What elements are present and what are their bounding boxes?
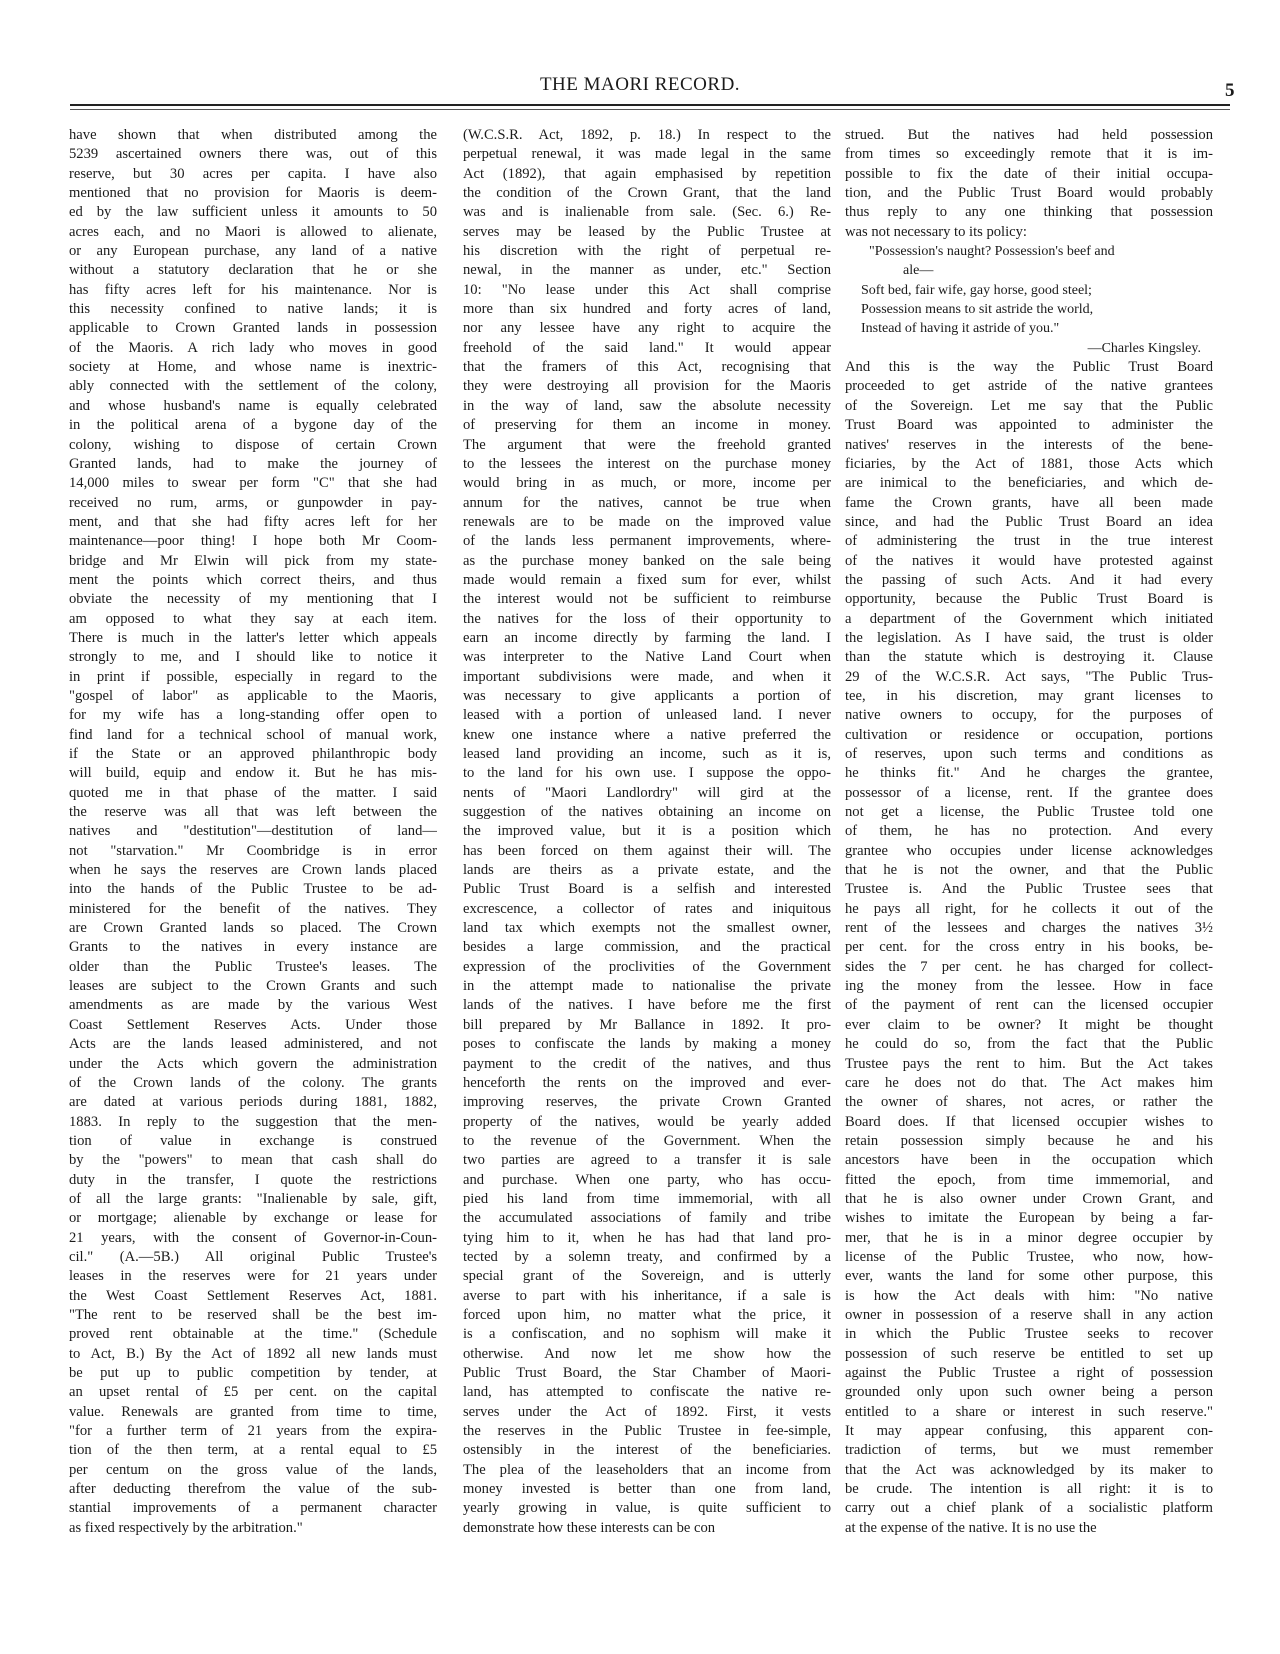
text-line: carry out a chief plank of a socialistic platform (845, 1500, 1213, 1517)
text-line: perpetual renewal, it was made legal in the same (463, 146, 831, 163)
text-line: money invested is better than one from land, (463, 1481, 831, 1498)
text-line: The plea of the leaseholders that an income from (463, 1461, 831, 1478)
text-line: Granted lands, had to make the journey of (69, 455, 437, 472)
text-line: than the statute which is destroying it. Clause (845, 649, 1213, 666)
text-line: was necessary to give applicants a portion of (463, 687, 831, 704)
text-line: they were destroying all provision for the Maoris (463, 378, 831, 395)
text-line: Coast Settlement Reserves Acts. Under those (69, 1016, 437, 1033)
text-line: tion, and the Public Trust Board would probably (845, 185, 1213, 202)
text-line: and whose husband's name is equally celebrated (69, 397, 437, 414)
text-line: poses to confiscate the lands by making a money (463, 1036, 831, 1053)
text-line: of them, he has no protection. And every (845, 823, 1213, 840)
text-line: license of the Public Trustee, who now, how- (845, 1248, 1213, 1265)
text-line: by the "powers" to mean that cash shall do (69, 1152, 437, 1169)
text-line: am opposed to what they say at each item. (69, 610, 437, 627)
verse-line: Soft bed, fair wife, gay horse, good steel; (861, 282, 1092, 298)
text-line: ably connected with the settlement of the colony, (69, 378, 437, 395)
text-line: suggestion of the natives obtaining an income on (463, 804, 831, 821)
text-line: nents of "Maori Landlordry" will gird at the (463, 784, 831, 801)
text-line: possible to fix the date of their initial occupa- (845, 165, 1213, 182)
text-line: mentioned that no provision for Maoris is deem- (69, 185, 437, 202)
text-line: to the lessees the interest on the purchase money (463, 455, 831, 472)
text-line: serves may be leased by the Public Trustee at (463, 223, 831, 240)
text-line: ing the money from the lessee. How in face (845, 978, 1213, 995)
text-line: the owner of shares, not acres, or rather the (845, 1094, 1213, 1111)
text-line: land, has attempted to confiscate the native re- (463, 1384, 831, 1401)
text-line: the condition of the Crown Grant, that the land (463, 185, 831, 202)
text-line: improving reserves, the private Crown Granted (463, 1094, 831, 1111)
text-line: be crude. The intention is all right: it is to (845, 1481, 1213, 1498)
text-line: for my wife has a long-standing offer open to (69, 707, 437, 724)
text-line: excrescence, a collector of rates and iniquitous (463, 900, 831, 917)
text-line: amendments as are made by the various West (69, 997, 437, 1014)
text-line: this necessity confined to native lands; it is (69, 301, 437, 318)
text-line: when he says the reserves are Crown lands placed (69, 862, 437, 879)
text-line: important subdivisions were made, and when it (463, 668, 831, 685)
text-line: as fixed respectively by the arbitration." (69, 1519, 303, 1536)
text-line: society at Home, and whose name is inextric- (69, 359, 437, 376)
text-line: value. Renewals are granted from time to time, (69, 1403, 437, 1420)
text-line: Grants to the natives in every instance are (69, 939, 437, 956)
text-line: There is much in the latter's letter which appeals (69, 629, 437, 646)
text-line: or mortgage; alienable by exchange or lease for (69, 1210, 437, 1227)
text-line: into the hands of the Public Trustee to be ad- (69, 881, 437, 898)
text-line: from times so exceedingly remote that it is im- (845, 146, 1213, 163)
text-line: 21 years, with the consent of Governor-in-Coun- (69, 1229, 437, 1246)
header-rule-thin (70, 109, 1230, 110)
text-line: the natives for the loss of their opportunity to (463, 610, 831, 627)
verse-line: "Possession's naught? Possession's beef and (869, 244, 1115, 260)
text-line: in the attempt made to nationalise the private (463, 978, 831, 995)
text-line: serves under the Act of 1892. First, it vests (463, 1403, 831, 1420)
text-line: of all the large grants: "Inalienable by sale, gift, (69, 1190, 437, 1207)
text-line: knew one instance where a native preferred the (463, 726, 831, 743)
text-line: leases are subject to the Crown Grants and such (69, 978, 437, 995)
text-line: pied his land from time immemorial, with all (463, 1190, 831, 1207)
text-line: maintenance—poor thing! I hope both Mr Coom- (69, 533, 437, 550)
text-line: Acts are the lands leased administered, and not (69, 1036, 437, 1053)
text-line: sides the 7 per cent. he has charged for collect- (845, 958, 1213, 975)
text-line: bill prepared by Mr Ballance in 1892. It pro- (463, 1016, 831, 1033)
text-line: duty in the transfer, I quote the restrictions (69, 1171, 437, 1188)
text-line: as the purchase money banked on the sale being (463, 552, 831, 569)
text-line: leased land providing an income, such as it is, (463, 746, 831, 762)
text-line: 29 of the W.C.S.R. Act says, "The Public Trus- (845, 668, 1213, 685)
text-line: ever claim to be owner? It might be thought (845, 1016, 1213, 1033)
text-line: colony, wishing to dispose of certain Crown (69, 436, 437, 453)
text-line: is how the Act deals with him: "No native (845, 1287, 1213, 1304)
text-line: in print if possible, especially in regard to the (69, 668, 437, 685)
text-line: possession of such reserve be entitled to set up (845, 1345, 1213, 1362)
text-line: of preserving for them an income in money. (463, 417, 831, 434)
text-line: more than six hundred and forty acres of land, (463, 301, 831, 318)
text-line: reserve, but 30 acres per capita. I have also (69, 165, 437, 182)
text-line: Trust Board was appointed to administer the (845, 417, 1213, 434)
text-line: annum for the natives, cannot be true when (463, 494, 831, 511)
text-line: ostensibly in the interest of the beneficiaries. (463, 1442, 831, 1459)
text-line: averse to part with his inheritance, if a sale is (463, 1287, 831, 1304)
verse-line: Instead of having it astride of you." (861, 321, 1060, 337)
text-line: leases in the reserves were for 21 years under (69, 1268, 437, 1285)
text-line: of the payment of rent can the licensed occupier (845, 997, 1213, 1014)
text-line: Act (1892), that again emphasised by repetition (463, 165, 831, 182)
text-line: has been forced on them against their will. The (463, 842, 831, 859)
text-line: fitted the epoch, from time immemorial, and (845, 1171, 1213, 1188)
text-line: strued. But the natives had held possession (845, 127, 1213, 143)
text-line: the legislation. As I have said, the trust is older (845, 629, 1213, 646)
text-line: The argument that were the freehold granted (463, 436, 831, 453)
text-line: of the Sovereign. Let me say that the Public (845, 397, 1213, 414)
text-line: Public Trust Board, the Star Chamber of Maori- (463, 1365, 831, 1381)
text-line: was not necessary to its policy: (845, 223, 1027, 240)
verse-quotation (845, 242, 1213, 358)
text-line: if the State or an approved philanthropic body (69, 746, 437, 762)
text-line: possessor of a license, rent. If the grantee does (845, 784, 1213, 801)
text-line: besides a large commission, and the practical (463, 939, 831, 956)
text-line: renewals are to be made on the improved value (463, 513, 831, 530)
text-line: of administering the trust in the true interest (845, 533, 1213, 550)
text-line: of the Crown lands of the colony. The grants (69, 1074, 437, 1091)
text-line: nor any lessee have any right to acquire the (463, 320, 831, 337)
text-line: "gospel of labor" as applicable to the Maoris, (69, 687, 437, 704)
column-right (845, 126, 1213, 1538)
text-line: expression of the proclivities of the Government (463, 958, 831, 975)
text-line: be put up to public competition by tender, at (69, 1365, 437, 1381)
text-line: he thinks fit." And he charges the grantee, (845, 765, 1213, 782)
text-line: of the Maoris. A rich lady who moves in good (69, 339, 437, 356)
text-line: or any European purchase, any land of a native (69, 243, 437, 260)
text-line: to Act, B.) By the Act of 1892 all new lands must (69, 1345, 437, 1362)
text-line: find land for a technical school of manual work, (69, 726, 437, 743)
text-line: bridge and Mr Elwin will pick from my state- (69, 552, 437, 569)
text-line: he could do so, from the fact that the Public (845, 1036, 1213, 1053)
text-line: of the natives it would have protested against (845, 552, 1213, 569)
text-line: special grant of the Sovereign, and is utterly (463, 1268, 831, 1285)
header-rule (70, 104, 1230, 106)
text-line: and purchase. When one party, who has occu- (463, 1171, 831, 1188)
text-line: tying him to it, when he has had that land pro- (463, 1229, 831, 1246)
text-line: freehold of the said land." It would appear (463, 339, 831, 356)
text-line: payment to the credit of the natives, and thus (463, 1055, 831, 1072)
text-line: tion of value in exchange is construed (69, 1132, 437, 1149)
text-line: property of the natives, would be yearly added (463, 1113, 831, 1130)
text-line: ment the points which correct theirs, and thus (69, 571, 437, 588)
text-line: earn an income directly by farming the land. I (463, 629, 831, 646)
text-line: since, and had the Public Trust Board an idea (845, 513, 1213, 530)
text-line: per centum on the gross value of the lands, (69, 1461, 437, 1478)
text-line: cultivation or residence or occupation, portions (845, 726, 1213, 743)
text-line: natives and "destitution"—destitution of land— (69, 823, 437, 840)
verse-line: Possession means to sit astride the world, (861, 302, 1094, 318)
text-line: that the Act was acknowledged by its maker to (845, 1461, 1213, 1478)
text-line: ed by the law sufficient unless it amounts to 50 (69, 204, 437, 221)
text-line: not get a license, the Public Trustee told one (845, 804, 1213, 821)
text-line: under the Acts which govern the administration (69, 1055, 437, 1072)
text-line: tradiction of terms, but we must remember (845, 1442, 1213, 1459)
text-line: made would remain a fixed sum for ever, whilst (463, 571, 831, 588)
text-line: to the revenue of the Government. When the (463, 1132, 831, 1149)
text-line: grounded only upon such owner being a person (845, 1384, 1213, 1401)
text-line: older than the Public Trustee's leases. The (69, 958, 437, 975)
text-line: care he does not do that. The Act makes him (845, 1074, 1213, 1091)
text-line: mer, that he is in a minor degree occupier by (845, 1229, 1213, 1246)
text-line: forced upon him, no matter what the price, it (463, 1306, 831, 1323)
text-line: acres each, and no Maori is allowed to alienate, (69, 223, 437, 240)
text-line: quoted me in that phase of the matter. I said (69, 784, 437, 801)
text-line: in the political arena of a bygone day of the (69, 417, 437, 434)
text-line: demonstrate how these interests can be con (463, 1519, 716, 1536)
text-line: per cent. for the cross entry in his books, be- (845, 939, 1213, 956)
text-line: strongly to me, and I should like to notice it (69, 649, 437, 666)
text-line: newal, in the manner as under, etc." Section (463, 262, 831, 279)
text-line: are inimical to the beneficiaries, and which de- (845, 475, 1213, 492)
text-line: proceeded to get astride of the native grantees (845, 378, 1213, 395)
text-line: to the land for his own use. I suppose the oppo- (463, 765, 831, 782)
text-line: ancestors have been in the occupation which (845, 1152, 1213, 1169)
text-line: Trustee is. And the Public Trustee sees that (845, 881, 1213, 898)
text-line: "The rent to be reserved shall be the best im- (69, 1306, 437, 1323)
text-line: the passing of such Acts. And it had every (845, 571, 1213, 588)
text-line: (W.C.S.R. Act, 1892, p. 18.) In respect to the (463, 127, 831, 143)
text-line: rent of the lessees and charges the natives 3½ (845, 920, 1213, 937)
text-line: will build, equip and endow it. But he has mis- (69, 765, 437, 782)
text-line: Trustee pays the rent to him. But the Act takes (845, 1055, 1213, 1072)
text-line: opportunity, because the Public Trust Board is (845, 591, 1213, 608)
text-line: ment, and that she had fifty acres left for her (69, 513, 437, 530)
text-line: fame the Crown grants, have all been made (845, 494, 1213, 511)
text-line: against the Public Trustee a right of possession (845, 1365, 1213, 1381)
text-line: tee, in his discretion, may grant licenses to (845, 687, 1213, 704)
text-line: has fifty acres left for his maintenance. Nor is (69, 281, 437, 298)
text-line: Board does. If that licensed occupier wishes to (845, 1113, 1213, 1130)
text-line: wishes to imitate the European by being a far- (845, 1210, 1213, 1227)
column-left (69, 126, 437, 1538)
text-line: native owners to occupy, for the purposes of (845, 707, 1213, 724)
column-right-intro (845, 126, 1213, 242)
text-line: that he is not the owner, and that the Public (845, 862, 1213, 879)
text-line: entitled to a share or interest in such reserve." (845, 1403, 1213, 1420)
text-line: 10: "No lease under this Act shall comprise (463, 281, 831, 298)
text-line: tected by a solemn treaty, and confirmed by a (463, 1248, 831, 1265)
text-line: not "starvation." Mr Coombridge is in error (69, 842, 437, 859)
page-number: 5 (1225, 80, 1235, 101)
text-line: "for a further term of 21 years from the expira- (69, 1423, 437, 1440)
text-line: applicable to Crown Granted lands in possession (69, 320, 437, 337)
text-line: is a confiscation, and no sophism will make it (463, 1326, 831, 1343)
text-line: are Crown Granted lands so placed. The Crown (69, 920, 437, 937)
text-line: lands of the natives. I have before me the first (463, 997, 831, 1014)
text-line: land tax which exempts not the smallest owner, (463, 920, 831, 937)
text-line: cil." (A.—5B.) All original Public Trustee's (69, 1248, 437, 1265)
text-line: are dated at various periods during 1881, 1882, (69, 1094, 437, 1111)
text-line: that the framers of this Act, recognising that (463, 359, 831, 376)
text-line: an upset rental of £5 per cent. on the capital (69, 1384, 437, 1401)
verse-line: ale— (903, 263, 934, 279)
text-line: owner in possession of a reserve shall in any action (845, 1306, 1213, 1323)
text-line: 14,000 miles to swear per form "C" that she had (69, 475, 437, 492)
text-line: ever, wants the land for some other purpose, this (845, 1268, 1213, 1285)
text-line: that he is also owner under Crown Grant, and (845, 1190, 1213, 1207)
text-line: proved rent obtainable at the time." (Schedule (69, 1326, 437, 1343)
text-line: of the lands less permanent improvements, where- (463, 533, 831, 550)
text-line: the reserve was all that was left between the (69, 804, 437, 821)
text-line: the interest would not be sufficient to reimburse (463, 591, 831, 608)
text-line: lands are theirs as a private estate, and the (463, 862, 831, 879)
text-line: ministered for the benefit of the natives. They (69, 900, 437, 917)
text-line: a department of the Government which initiated (845, 610, 1213, 627)
text-line: he pays all right, for he collects it out of the (845, 900, 1213, 917)
text-line: obviate the necessity of my mentioning that I (69, 591, 437, 608)
text-line: have shown that when distributed among the (69, 127, 437, 143)
text-line: 5239 ascertained owners there was, out of this (69, 146, 437, 163)
text-line: the West Coast Settlement Reserves Act, 1881. (69, 1287, 437, 1304)
text-line: And this is the way the Public Trust Board (845, 359, 1213, 376)
text-line: was interpreter to the Native Land Court when (463, 649, 831, 666)
text-line: the improved value, but it is a position which (463, 823, 831, 840)
text-line: otherwise. And now let me show how the (463, 1345, 831, 1362)
text-line: grantee who occupies under license acknowledges (845, 842, 1213, 859)
text-line: thus reply to any one thinking that possession (845, 204, 1213, 221)
text-line: retain possession simply because he and his (845, 1132, 1213, 1149)
text-line: was and is inalienable from sale. (Sec. 6.) Re- (463, 204, 831, 221)
text-line: ficiaries, by the Act of 1881, those Acts which (845, 455, 1213, 472)
column-right-body (845, 358, 1213, 1538)
text-line: without a statutory declaration that he or she (69, 262, 437, 279)
text-line: at the expense of the native. It is no use the (845, 1519, 1097, 1536)
text-line: in the way of land, saw the absolute necessity (463, 397, 831, 414)
text-line: received no rum, arms, or gunpowder in pay- (69, 494, 437, 511)
text-line: Public Trust Board is a selfish and interested (463, 881, 831, 898)
verse-attribution: —Charles Kingsley. (1087, 340, 1201, 356)
text-line: two parties are agreed to a transfer it is sale (463, 1152, 831, 1169)
text-line: tion of the then term, at a rental equal to £5 (69, 1442, 437, 1459)
text-line: would bring in as much, or more, income per (463, 475, 831, 492)
text-line: of reserves, upon such terms and conditions as (845, 746, 1213, 762)
text-line: leased with a portion of unleased land. I never (463, 707, 831, 724)
text-line: the reserves in the Public Trustee in fee-simple, (463, 1423, 831, 1440)
text-line: henceforth the rents on the improved and ever- (463, 1074, 831, 1091)
text-line: 1883. In reply to the suggestion that the men- (69, 1113, 437, 1130)
running-head-title: THE MAORI RECORD. (539, 74, 741, 95)
text-line: his discretion with the right of perpetual re- (463, 243, 831, 260)
text-line: after deducting therefrom the value of the sub- (69, 1481, 437, 1498)
text-line: in which the Public Trustee seeks to recover (845, 1326, 1213, 1343)
column-middle (463, 126, 831, 1538)
text-line: stantial improvements of a permanent character (69, 1500, 437, 1517)
text-line: natives' reserves in the interests of the bene- (845, 436, 1213, 453)
text-line: yearly growing in value, is quite sufficient to (463, 1500, 831, 1517)
text-line: the accumulated associations of family and tribe (463, 1210, 831, 1227)
text-line: It may appear confusing, this apparent con- (845, 1423, 1213, 1440)
